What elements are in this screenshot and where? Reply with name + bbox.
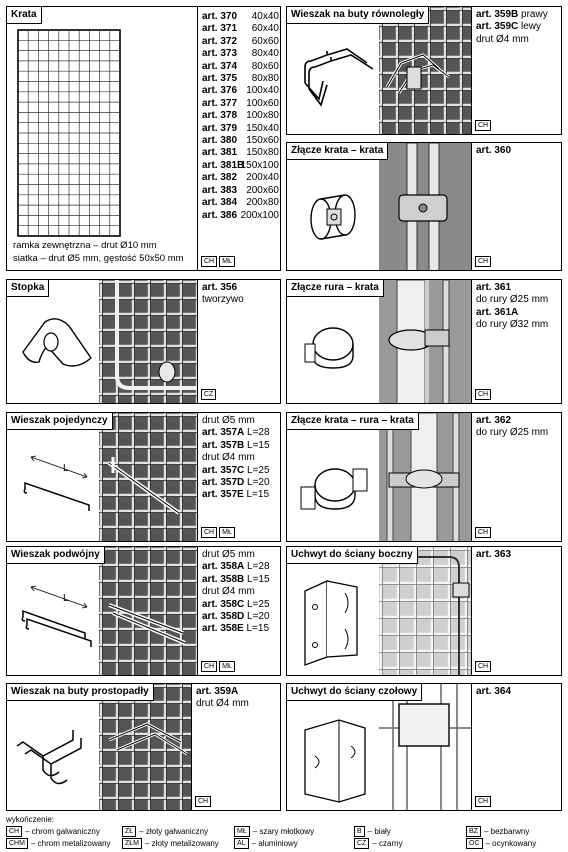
- perpendicular-shoe-hanger-photo: [99, 684, 191, 810]
- art-number: art. 371: [202, 23, 238, 35]
- article-row: [202, 61, 281, 73]
- finish-badge: CZ: [201, 389, 216, 400]
- art-number: art. 358B: [202, 573, 245, 585]
- article-row: [202, 23, 281, 35]
- legend-label: – ocynkowany: [485, 839, 537, 848]
- front-bracket-photo: [379, 684, 471, 810]
- art-variant: prawy: [518, 9, 548, 20]
- legend-item: [466, 838, 566, 849]
- art-number: art. 383: [202, 184, 238, 196]
- art-dimensions: 80x40: [251, 48, 279, 60]
- legend-label: – chrom galwaniczny: [25, 827, 100, 836]
- art-dimensions: 100x80: [246, 110, 279, 122]
- legend-code: CH: [6, 826, 22, 837]
- legend-item: [234, 826, 354, 837]
- panel-title: Złącze krata – rura – krata: [287, 413, 419, 430]
- art-dimensions: 200x60: [246, 184, 279, 196]
- art-length: L=15: [244, 573, 270, 585]
- finish-badge: CH: [475, 796, 491, 807]
- panel-title: Uchwyt do ściany boczny: [287, 547, 418, 564]
- art-length: L=25: [244, 464, 270, 476]
- article-row: [202, 123, 281, 135]
- art-dimensions: 100x40: [246, 85, 279, 97]
- article-row: [202, 586, 281, 598]
- legend-label: – chrom metalizowany: [30, 839, 111, 848]
- art-length: L=25: [244, 598, 270, 610]
- finish-badges: [201, 389, 216, 400]
- art-length: L=28: [244, 427, 270, 439]
- art-dimensions: 80x60: [251, 60, 279, 72]
- panel-title: Wieszak na buty prostopadły: [7, 684, 154, 701]
- podwojny-info: [197, 547, 281, 675]
- spec-line: drut Ø5 mm: [202, 549, 255, 560]
- grid-panel-illustration: [17, 29, 121, 237]
- article-row: [202, 147, 281, 159]
- foot-illustration: [17, 312, 97, 372]
- spec-line: drut Ø4 mm: [202, 452, 255, 464]
- art-dimensions: 60x40: [251, 23, 279, 35]
- legend-label: – aluminiowy: [251, 839, 298, 848]
- finish-badge: CH: [195, 796, 211, 807]
- rownolegly-info: [471, 7, 562, 134]
- article-row: [202, 561, 281, 573]
- art-dimensions: 100x60: [246, 97, 279, 109]
- legend-item: [234, 838, 354, 849]
- article-row: [202, 415, 281, 427]
- art-length: L=20: [244, 477, 270, 489]
- art-number: art. 356: [202, 282, 238, 293]
- front-bracket-illustration: [295, 716, 373, 806]
- finish-badges: [195, 796, 211, 807]
- shoe-hanger-photo: [379, 7, 471, 134]
- panel-title: Uchwyt do ściany czołowy: [287, 684, 422, 701]
- finish-badge: CH: [201, 527, 217, 538]
- article-row: [202, 440, 281, 452]
- article-row: [202, 623, 281, 635]
- side-bracket-illustration: [297, 577, 367, 667]
- side-bracket-photo: [379, 547, 471, 675]
- art-number: art. 359A: [196, 686, 239, 697]
- art-number: art. 361: [476, 282, 512, 293]
- panel-wieszak-buty-rownolegly: [286, 6, 562, 135]
- article-row: [202, 36, 281, 48]
- legend-title: wykończenie:: [6, 815, 55, 824]
- double-hook-photo: [99, 547, 197, 675]
- art-number: art. 358D: [202, 611, 245, 623]
- panel-uchwyt-czolowy: [286, 683, 562, 811]
- panel-zlacze-krata-rura-krata: [286, 412, 562, 542]
- art-number: art. 370: [202, 11, 238, 22]
- art-dimensions: 150x60: [246, 135, 279, 147]
- panel-title: Złącze rura – krata: [287, 280, 384, 297]
- spec-line: do rury Ø25 mm: [476, 427, 549, 439]
- legend-code: BZ: [466, 826, 481, 837]
- finish-badge: CH: [475, 661, 491, 672]
- stopka-info: [197, 280, 281, 403]
- article-row: [202, 197, 281, 209]
- article-row: [202, 427, 281, 439]
- article-row: [202, 98, 281, 110]
- article-row: [202, 73, 281, 85]
- article-row: [202, 574, 281, 586]
- art-number: art. 357D: [202, 477, 245, 489]
- boczny-info: [471, 547, 562, 675]
- shoe-hanger-illustration: [297, 45, 377, 115]
- pipe-connector-illustration: [301, 314, 363, 374]
- article-row: [202, 160, 281, 172]
- finish-badge: CH: [475, 120, 491, 131]
- art-number: art. 362: [476, 415, 512, 426]
- article-row: [202, 48, 281, 60]
- finish-badge: CH: [201, 256, 217, 267]
- connector-illustration: [303, 187, 363, 247]
- spec-line: drut Ø4 mm: [476, 33, 529, 45]
- art-dimensions: 200x80: [246, 197, 279, 209]
- single-hook-illustration: [15, 447, 99, 527]
- krata-krata-info: [471, 143, 562, 270]
- finish-badges: [475, 661, 491, 672]
- krata-rura-krata-info: [471, 413, 562, 541]
- dimension-label: L: [63, 593, 69, 604]
- art-number: art. 357E: [202, 489, 244, 501]
- legend-label: – złoty galwaniczny: [139, 827, 209, 836]
- panel-title: Wieszak na buty równoległy: [287, 7, 429, 24]
- legend-grid: [6, 826, 562, 849]
- panel-wieszak-pojedynczy: [6, 412, 281, 542]
- art-number: art. 359C: [476, 21, 519, 33]
- panel-wieszak-buty-prostopadly: [6, 683, 281, 811]
- legend-label: – czarny: [372, 839, 403, 848]
- legend-item: [354, 826, 466, 837]
- legend-item: [354, 838, 466, 849]
- article-row: [202, 465, 281, 477]
- finish-badges: [475, 527, 491, 538]
- art-dimensions: 200x40: [246, 172, 279, 184]
- art-number: art. 358C: [202, 598, 245, 610]
- article-row: [202, 549, 281, 561]
- panel-title: Wieszak podwójny: [7, 547, 105, 564]
- art-number: art. 373: [202, 48, 238, 60]
- legend-label: – bezbarwny: [483, 827, 530, 836]
- art-number: art. 377: [202, 97, 238, 109]
- art-number: art. 358A: [202, 561, 245, 573]
- legend-label: – biały: [367, 827, 391, 836]
- art-dimensions: 150x80: [246, 147, 279, 159]
- art-number: art. 358E: [202, 623, 244, 635]
- spec-line: do rury Ø32 mm: [476, 319, 549, 331]
- art-number: art. 372: [202, 35, 238, 47]
- art-dimensions: 200x100: [240, 209, 279, 221]
- panel-wieszak-podwojny: [6, 546, 281, 676]
- spec-line: drut Ø5 mm: [202, 415, 255, 426]
- legend-code: CHM: [6, 838, 28, 849]
- art-number: art. 357B: [202, 439, 245, 451]
- panel-title: Krata: [7, 7, 42, 24]
- finish-badges: [201, 256, 235, 267]
- art-dimensions: 80x80: [251, 73, 279, 85]
- legend-item: [6, 826, 122, 837]
- single-hook-photo: [99, 413, 197, 541]
- spec-line: do rury Ø25 mm: [476, 294, 549, 306]
- finish-badge: MŁ: [219, 256, 235, 267]
- legend-code: ZŁ: [122, 826, 136, 837]
- legend-code: AL: [234, 838, 249, 849]
- art-dimensions: 60x60: [251, 35, 279, 47]
- art-number: art. 380: [202, 135, 238, 147]
- double-hook-illustration: [15, 581, 99, 661]
- legend-item: [122, 826, 234, 837]
- panel-zlacze-rura-krata: [286, 279, 562, 404]
- art-number: art. 386: [202, 209, 238, 221]
- legend-label: – złoty metalizowany: [145, 839, 219, 848]
- art-number: art. 357A: [202, 427, 245, 439]
- panel-title: Wieszak pojedynczy: [7, 413, 113, 430]
- finish-legend: [6, 814, 562, 849]
- article-row: [202, 11, 281, 23]
- art-length: L=15: [243, 489, 270, 501]
- article-row: [202, 172, 281, 184]
- czolowy-info: [471, 684, 562, 810]
- article-row: [202, 210, 281, 222]
- article-row: [202, 489, 281, 501]
- art-variant: lewy: [518, 21, 542, 33]
- legend-code: OC: [466, 838, 483, 849]
- legend-item: [122, 838, 234, 849]
- legend-item: [6, 838, 122, 849]
- art-number: art. 359B: [476, 9, 519, 20]
- legend-code: B: [354, 826, 365, 837]
- panel-title: Złącze krata – krata: [287, 143, 388, 160]
- art-number: art. 381: [202, 147, 238, 159]
- art-dimensions: 150x40: [246, 122, 279, 134]
- foot-photo: [99, 280, 197, 403]
- spec-line: drut Ø4 mm: [202, 586, 255, 598]
- legend-label: – szary młotkowy: [252, 827, 315, 836]
- art-number: art. 382: [202, 172, 238, 184]
- art-number: art. 363: [476, 549, 512, 560]
- article-row: [202, 135, 281, 147]
- finish-badge: MŁ: [219, 527, 235, 538]
- art-number: art. 364: [476, 686, 512, 697]
- connector-photo: [379, 143, 471, 270]
- finish-badge: CH: [475, 256, 491, 267]
- finish-badges: [475, 256, 491, 267]
- prostopadly-info: [191, 684, 281, 810]
- art-dimensions: 150x100: [240, 159, 279, 171]
- art-length: L=28: [244, 561, 270, 573]
- art-length: L=15: [243, 623, 270, 635]
- finish-badges: [201, 527, 235, 538]
- spec-line: tworzywo: [202, 294, 244, 306]
- legend-code: CZ: [354, 838, 369, 849]
- article-row: [202, 185, 281, 197]
- article-row: [202, 452, 281, 464]
- panel-krata: [6, 6, 281, 271]
- double-connector-illustration: [295, 447, 371, 527]
- art-number: art. 374: [202, 60, 238, 72]
- frame-note: ramka zewnętrzna – drut Ø10 mm: [13, 240, 157, 251]
- article-row: [202, 85, 281, 97]
- art-number: art. 360: [476, 145, 512, 156]
- legend-code: ZŁM: [122, 838, 142, 849]
- spec-line: drut Ø4 mm: [196, 698, 249, 710]
- art-number: art. 378: [202, 110, 238, 122]
- panel-uchwyt-boczny: [286, 546, 562, 676]
- krata-info: [197, 7, 281, 270]
- finish-badges: [201, 661, 235, 672]
- article-row: [202, 611, 281, 623]
- double-connector-photo: [379, 413, 471, 541]
- article-row: [202, 477, 281, 489]
- art-number: art. 379: [202, 122, 238, 134]
- panel-title: Stopka: [7, 280, 49, 297]
- art-length: L=20: [244, 611, 270, 623]
- finish-badges: [475, 389, 491, 400]
- art-number: art. 361A: [476, 306, 519, 318]
- article-row: [202, 110, 281, 122]
- art-number: art. 381B: [202, 159, 245, 171]
- finish-badges: [475, 120, 491, 131]
- pojedynczy-info: [197, 413, 281, 541]
- article-row: [202, 599, 281, 611]
- art-number: art. 357C: [202, 464, 245, 476]
- finish-badge: CH: [201, 661, 217, 672]
- finish-badge: MŁ: [219, 661, 235, 672]
- art-length: L=15: [244, 439, 270, 451]
- dimension-label: L: [63, 463, 69, 474]
- legend-code: MŁ: [234, 826, 250, 837]
- perpendicular-shoe-hanger-illustration: [13, 720, 99, 800]
- art-dimensions: 40x40: [251, 11, 279, 22]
- mesh-note: siatka – drut Ø5 mm, gęstość 50x50 mm: [13, 253, 184, 264]
- finish-badge: CH: [475, 527, 491, 538]
- rura-krata-info: [471, 280, 562, 403]
- finish-badge: CH: [475, 389, 491, 400]
- finish-badges: [475, 796, 491, 807]
- panel-stopka: [6, 279, 281, 404]
- legend-item: [466, 826, 566, 837]
- art-number: art. 375: [202, 73, 238, 85]
- pipe-connector-photo: [379, 280, 471, 403]
- art-number: art. 376: [202, 85, 238, 97]
- panel-zlacze-krata-krata: [286, 142, 562, 271]
- art-number: art. 384: [202, 197, 238, 209]
